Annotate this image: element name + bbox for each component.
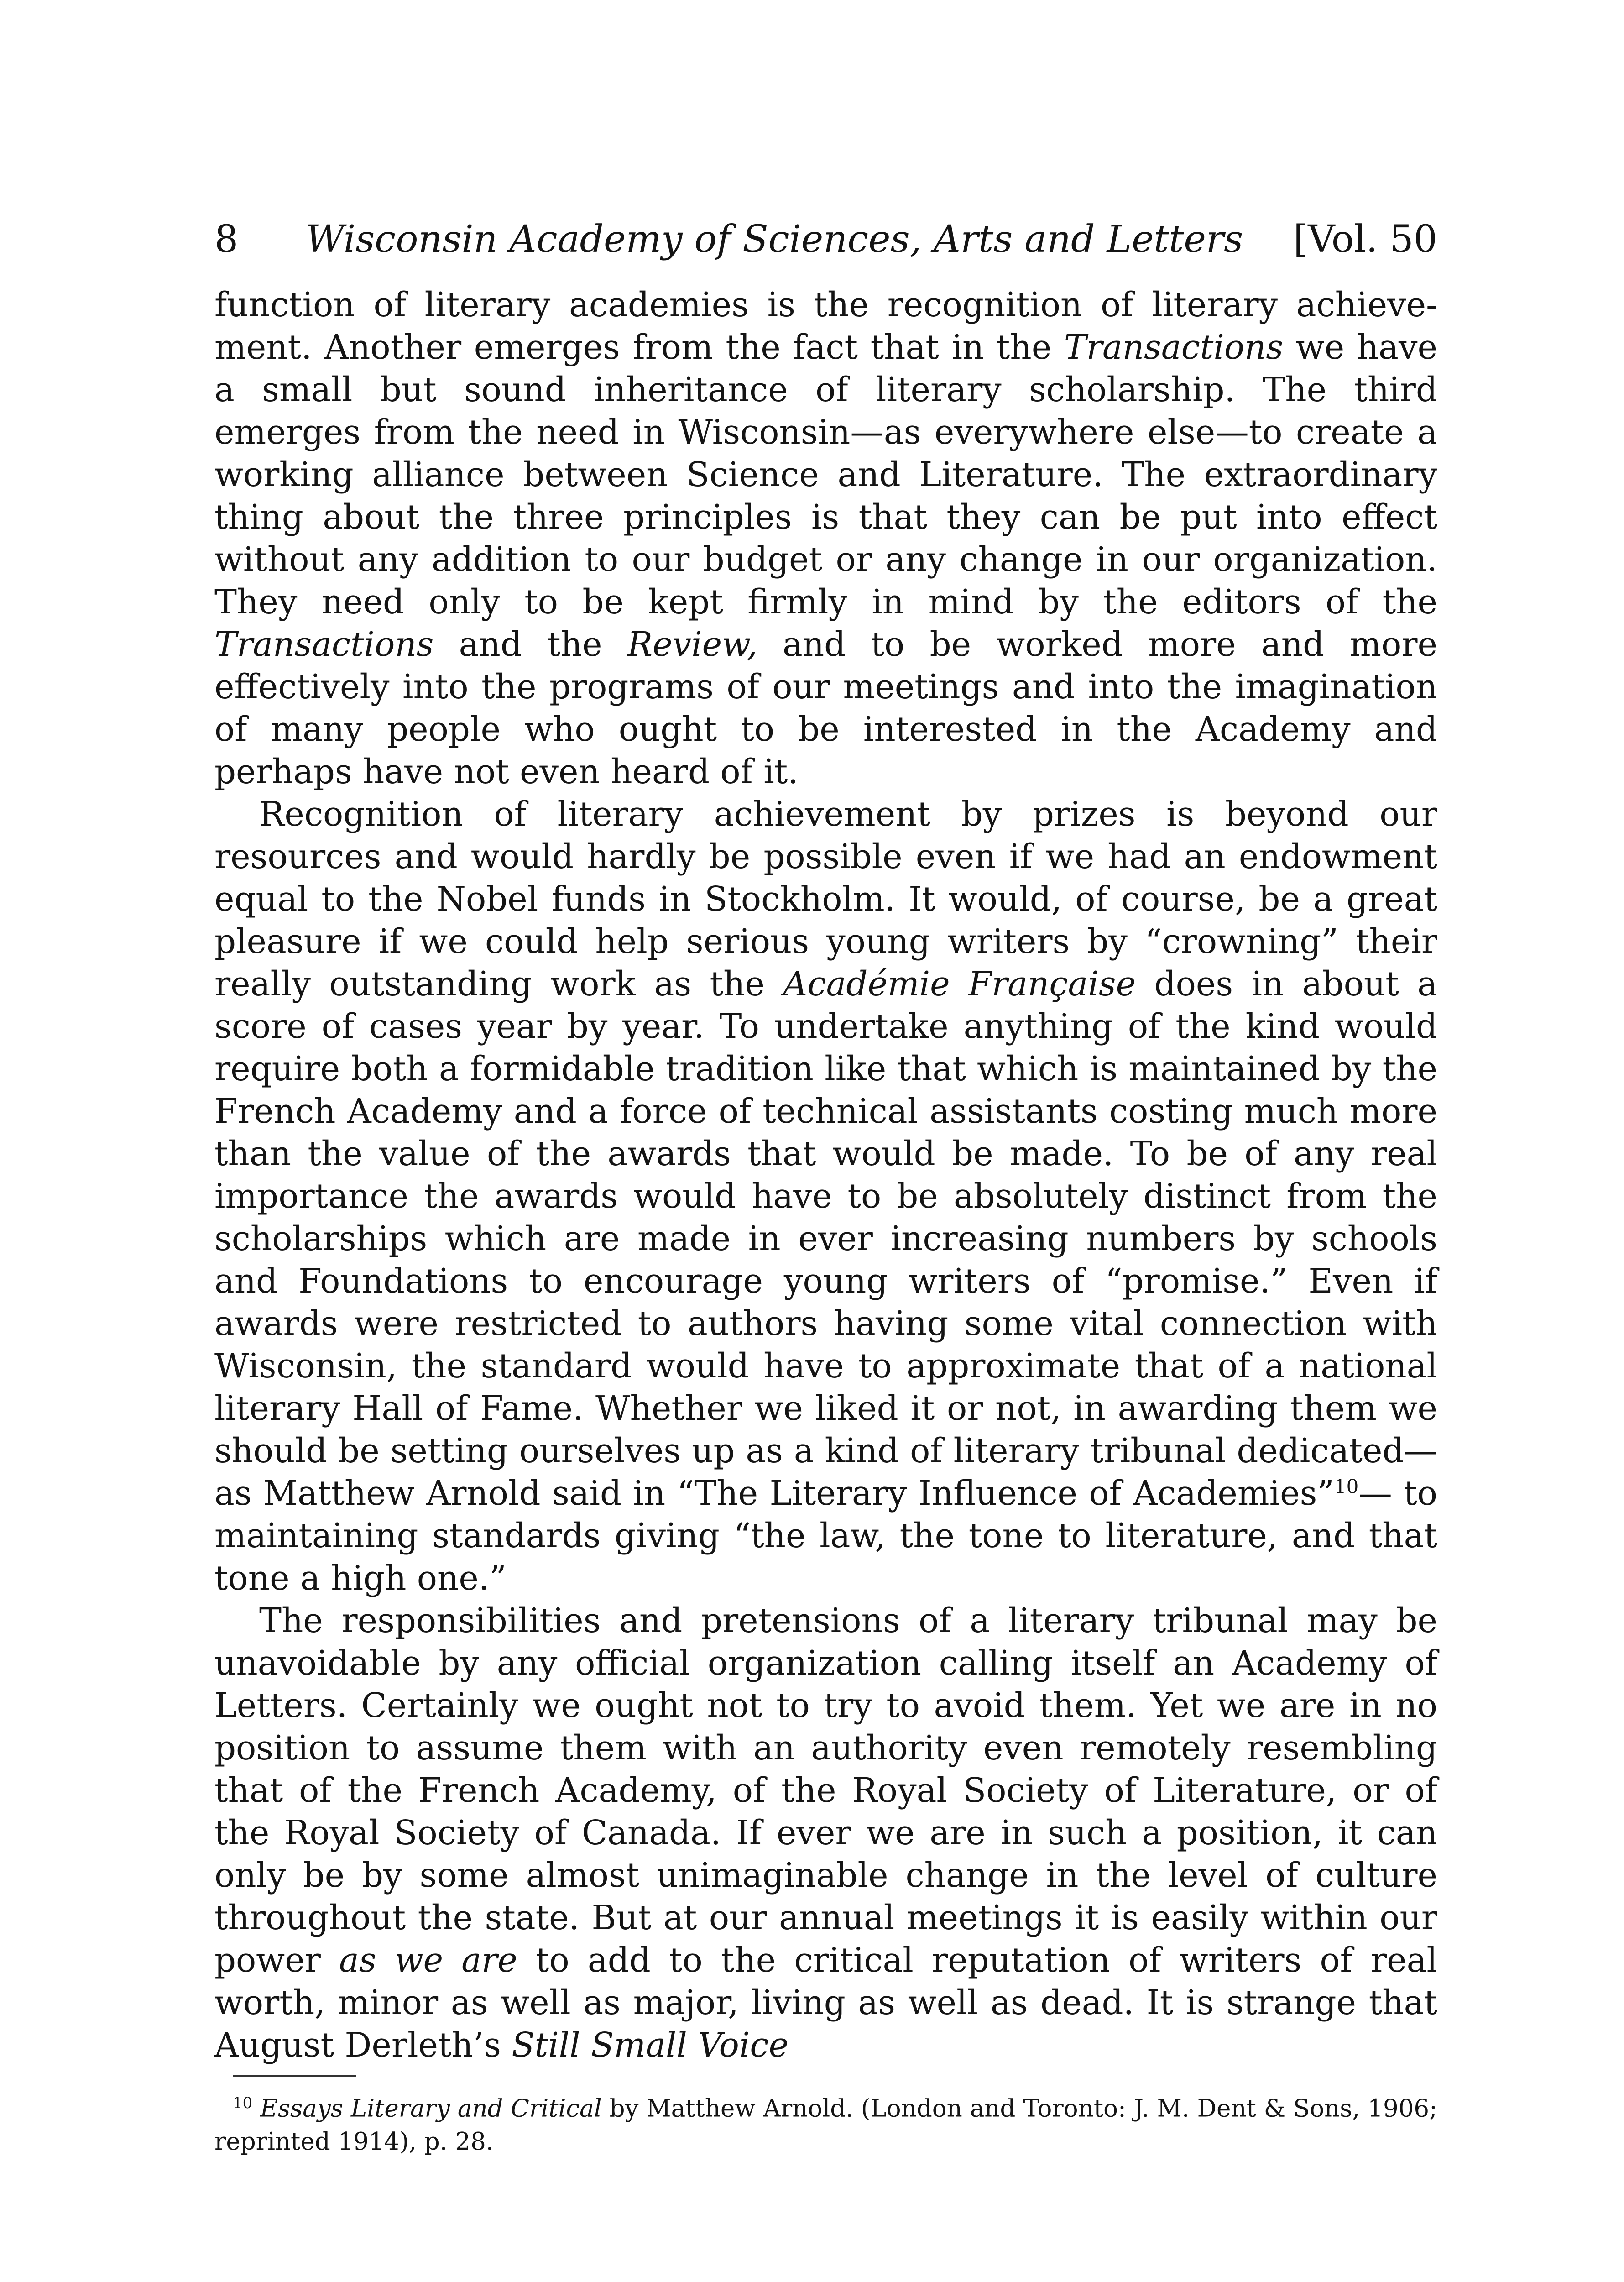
paragraph xyxy=(214,793,1437,1600)
text-run: and to be worked more and more effectively into the programs of our meetings and into the imagination of many people who ought to be interested in the Academy and perhaps have not even heard of it. xyxy=(214,625,1437,792)
italic-text: Transactions xyxy=(1064,328,1284,367)
italic-text: Académie Française xyxy=(783,965,1136,1004)
body-text xyxy=(214,284,1437,2067)
paragraph xyxy=(214,1600,1437,2067)
italic-text: as we are xyxy=(339,1941,517,1980)
footnote-rule xyxy=(233,2075,356,2077)
page-number: 8 xyxy=(214,218,239,261)
italic-text: Transactions xyxy=(214,625,434,665)
italic-text: Review, xyxy=(627,625,757,665)
footnote-marker: 10 xyxy=(233,2094,253,2113)
italic-text: Still Small Voice xyxy=(512,2026,789,2065)
running-header xyxy=(214,219,1437,260)
footnote-text xyxy=(214,2095,1437,2156)
paragraph xyxy=(214,284,1437,793)
text-run: we have a small but sound inheritance of literary scholarship. The third emerges from the need in Wisconsin—as everywhere else—to create a working alliance between Science and Literature. The extraordinary thing about the three principles is that they can be put into effect without any addition to our budget or any change in our organization. They need only to be kept firmly in mind by the editors of the xyxy=(214,328,1437,622)
footnote xyxy=(214,2087,1437,2158)
text-run: and the xyxy=(433,625,627,665)
text-run: function of literary academies is the recognition of literary achievement. Another emerges from the fact that in the xyxy=(214,286,1437,367)
text-run: The responsibilities and pretensions of a literary tribunal may be unavoidable by any official organization calling itself an Academy of Letters. Certainly we ought not to try to avoid them. Yet we are in no position to assume them with an authority even remotely resembling that of the French Academy, of the Royal Society of Literature, or of the Royal Society of Canada. If ever we are in such a position, it can only be by some almost unimaginable change in the level of culture throughout the state. But at our annual meetings it is easily within our power xyxy=(214,1602,1437,1980)
text-run: to add to the critical reputation of writers of real worth, minor as well as major, living as well as dead. It is strange that August Derleth’s xyxy=(214,1941,1437,2065)
text-run: does in about a score of cases year by year. To undertake anything of the kind would require both a formidable tradition like that which is maintained by the French Academy and a force of technical assistants costing much more than the value of the awards that would be made. To be of any real importance the awards would have to be absolutely distinct from the scholarships which are made in ever increasing numbers by schools and Foundations to encourage young writers of “promise.” Even if awards were restricted to authors having some vital connection with Wisconsin, the standard would have to approximate that of a national literary Hall of Fame. Whether we liked it or not, in awarding them we should be setting ourselves up as a kind of literary tribunal dedicated—as Matthew Arnold said in “The Literary Influence of Academies” xyxy=(214,965,1437,1513)
footnote-reference: 10 xyxy=(1334,1475,1359,1498)
journal-title: Wisconsin Academy of Sciences, Arts and Letters xyxy=(306,218,1243,261)
volume-label: [Vol. 50 xyxy=(1293,218,1437,261)
text-run: by Matthew Arnold. (London and Toronto: J. M. Dent & Sons, 1906; reprinted 1914), p. 28. xyxy=(214,2094,1437,2156)
text-run: Recognition of literary achievement by prizes is beyond our resources and would hardly be possible even if we had an endowment equal to the Nobel funds in Stockholm. It would, of course, be a great pleasure if we could help serious young writers by “crowning” their really outstanding work as the xyxy=(214,795,1437,1004)
italic-text: Essays Literary and Critical xyxy=(260,2094,602,2123)
text-run: — to maintaining standards giving “the law, the tone to literature, and that tone a high one.” xyxy=(214,1474,1437,1598)
page xyxy=(214,219,1437,2158)
